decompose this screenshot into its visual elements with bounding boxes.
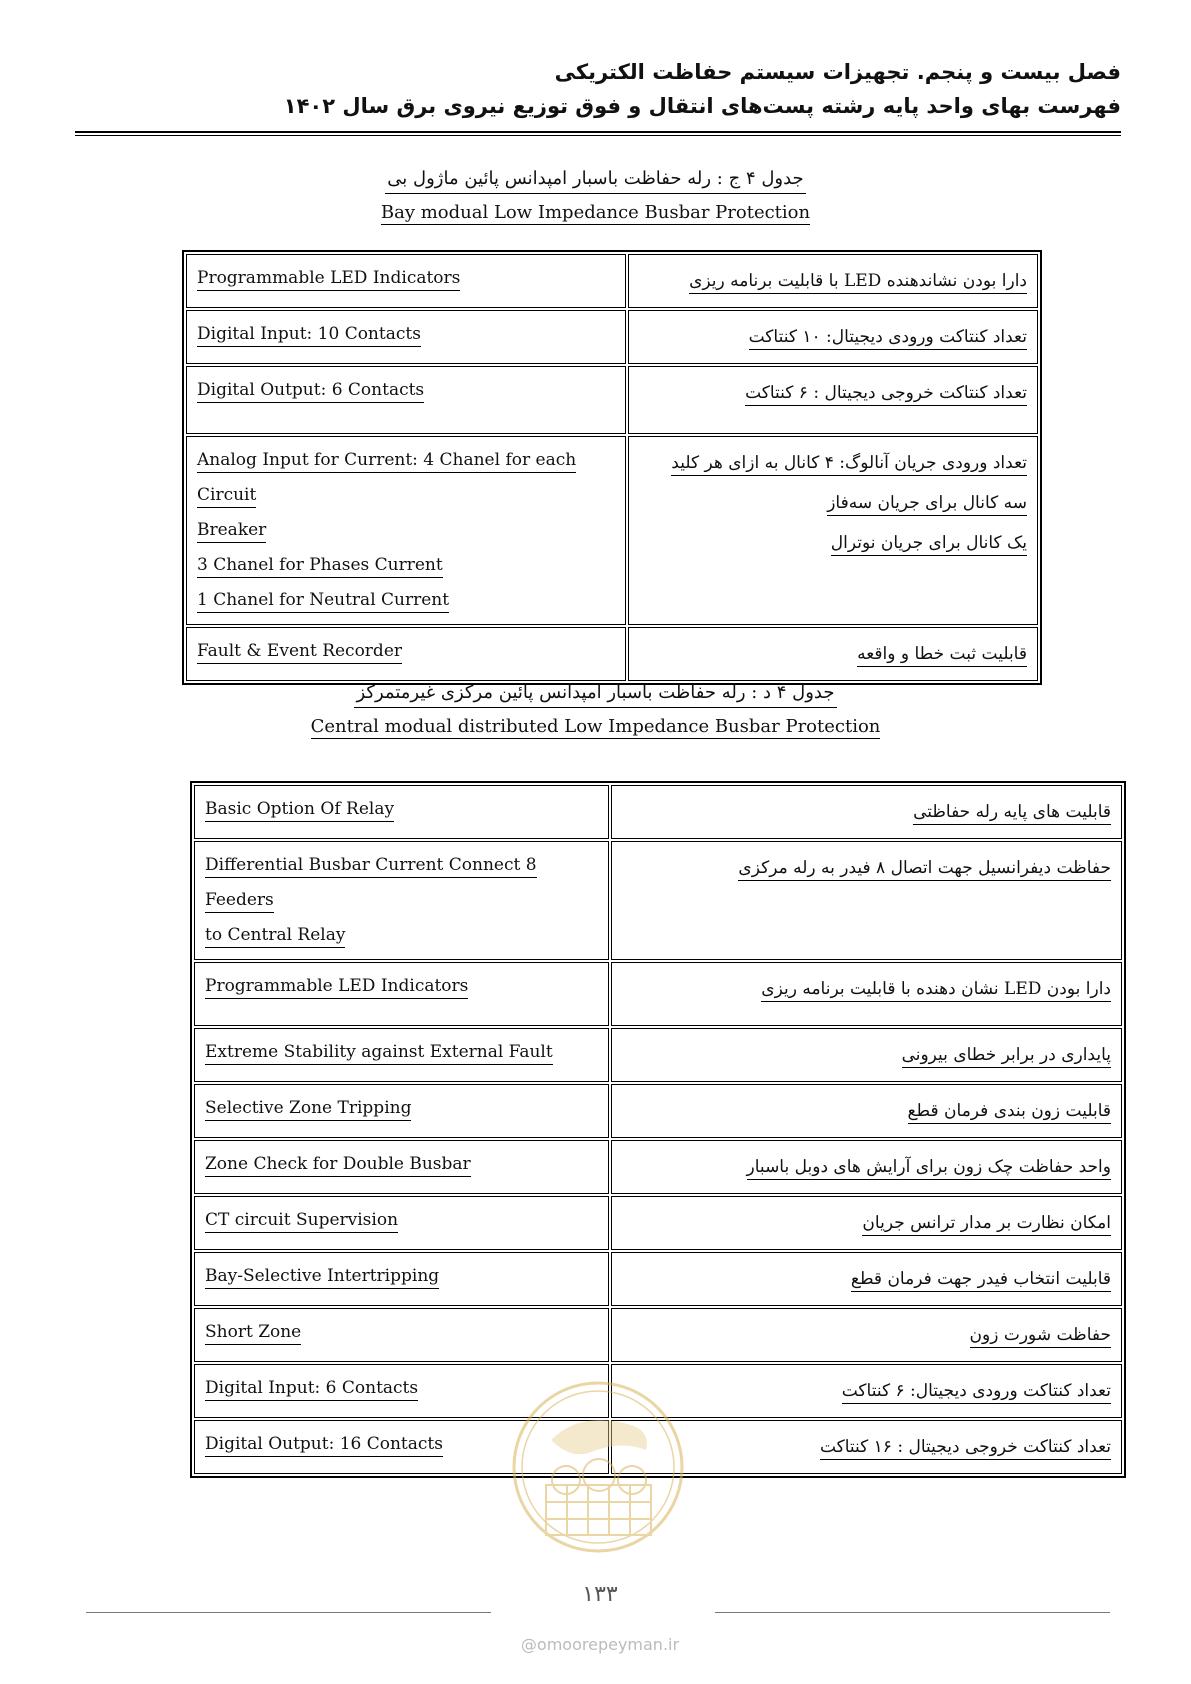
table-d-caption-fa: جدول ۴ د : رله حفاظت باسبار امپدانس پائین مرکزی غیرمتمرکز — [354, 682, 836, 708]
spec-text-en: Differential Busbar Current Connect 8 Feeders — [205, 855, 537, 913]
spec-text-en: Bay-Selective Intertripping — [205, 1266, 439, 1289]
omoorepeyman-logo-watermark — [511, 1380, 686, 1555]
spec-text-fa: امکان نظارت بر مدار ترانس جریان — [862, 1213, 1111, 1236]
table-row — [194, 785, 1122, 839]
cell-persian — [611, 1196, 1122, 1250]
spec-text-en: 3 Chanel for Phases Current — [197, 555, 443, 578]
spec-text-fa: پایداری در برابر خطای بیرونی — [902, 1045, 1111, 1068]
cell-persian — [611, 1084, 1122, 1138]
cell-persian — [611, 1028, 1122, 1082]
spec-text-en: Extreme Stability against External Fault — [205, 1042, 553, 1065]
page-header — [75, 55, 1121, 123]
cell-english — [194, 1028, 609, 1082]
table-row — [186, 627, 1038, 681]
spec-text-en: Zone Check for Double Busbar — [205, 1154, 471, 1177]
spec-text-en: Analog Input for Current: 4 Chanel for each Circuit — [197, 450, 576, 508]
table-row — [186, 254, 1038, 308]
cell-english — [194, 1196, 609, 1250]
cell-persian — [611, 1308, 1122, 1362]
table-row — [186, 436, 1038, 625]
cell-persian — [628, 254, 1038, 308]
spec-table-central-distributed — [190, 781, 1126, 1478]
spec-text-fa: دارا بودن LED نشان دهنده با قابلیت برنامه ریزی — [761, 979, 1111, 1002]
cell-persian — [628, 310, 1038, 364]
cell-english — [194, 962, 609, 1026]
cell-persian — [611, 841, 1122, 960]
cell-persian — [611, 1364, 1122, 1418]
website-watermark: @omoorepeyman.ir — [520, 1635, 680, 1654]
table-c-caption-fa: جدول ۴ ج : رله حفاظت باسبار امپدانس پائین ماژول بی — [385, 168, 805, 194]
spec-text-en: CT circuit Supervision — [205, 1210, 398, 1233]
spec-text-fa: دارا بودن نشاندهنده LED با قابلیت برنامه ریزی — [689, 271, 1027, 294]
table-row — [194, 1028, 1122, 1082]
cell-english — [186, 366, 626, 434]
spec-text-fa: سه کانال برای جریان سه‌فاز — [827, 493, 1027, 516]
cell-english — [186, 436, 626, 625]
spec-text-en: Short Zone — [205, 1322, 301, 1345]
cell-persian — [611, 785, 1122, 839]
table-row — [194, 1252, 1122, 1306]
spec-text-fa: قابلیت های پایه رله حفاظتی — [913, 802, 1111, 825]
table-row — [186, 366, 1038, 434]
chapter-title: فصل بیست و پنجم. تجهیزات سیستم حفاظت الکتریکی — [554, 60, 1121, 84]
spec-text-en: Fault & Event Recorder — [197, 641, 402, 664]
table-d-caption-en: Central modual distributed Low Impedance Busbar Protection — [310, 716, 881, 737]
spec-text-fa: تعداد کنتاکت ورودی دیجیتال: ۶ کنتاکت — [842, 1381, 1111, 1404]
spec-text-en: to Central Relay — [205, 925, 345, 948]
cell-english — [194, 1308, 609, 1362]
table-row — [194, 841, 1122, 960]
header-rule-thin — [75, 135, 1121, 136]
spec-text-fa: یک کانال برای جریان نوترال — [831, 533, 1027, 556]
spec-text-fa: تعداد کنتاکت خروجی دیجیتال : ۶ کنتاکت — [745, 383, 1027, 406]
spec-text-fa: قابلیت ثبت خطا و واقعه — [857, 644, 1027, 667]
table-row — [194, 962, 1122, 1026]
table-c-caption-en: Bay modual Low Impedance Busbar Protection — [380, 202, 811, 223]
spec-text-fa: تعداد کنتاکت خروجی دیجیتال : ۱۶ کنتاکت — [820, 1437, 1111, 1460]
cell-persian — [611, 962, 1122, 1026]
cell-english — [194, 841, 609, 960]
cell-english — [194, 1140, 609, 1194]
spec-table-bay-modular — [182, 250, 1042, 685]
spec-text-en: Digital Output: 16 Contacts — [205, 1434, 443, 1457]
spec-text-en: Digital Output: 6 Contacts — [197, 380, 424, 403]
cell-persian — [611, 1252, 1122, 1306]
table-row — [186, 310, 1038, 364]
cell-persian — [611, 1420, 1122, 1474]
spec-text-fa: تعداد ورودی جریان آنالوگ: ۴ کانال به ازای هر کلید — [671, 453, 1027, 476]
cell-persian — [628, 366, 1038, 434]
spec-table-body — [186, 254, 1038, 681]
spec-text-fa: قابلیت انتخاب فیدر جهت فرمان قطع — [851, 1269, 1111, 1292]
spec-text-en: Basic Option Of Relay — [205, 799, 394, 822]
table-row — [194, 1308, 1122, 1362]
spec-text-en: Programmable LED Indicators — [205, 976, 468, 999]
table-row — [194, 1196, 1122, 1250]
cell-english — [194, 1084, 609, 1138]
table-row — [194, 1140, 1122, 1194]
footer-rule-right — [715, 1612, 1110, 1613]
header-rule — [75, 131, 1121, 133]
cell-english — [186, 254, 626, 308]
cell-persian — [628, 627, 1038, 681]
document-title: فهرست بهای واحد پایه رشته پست‌های انتقال و فوق توزیع نیروی برق سال ۱۴۰۲ — [283, 94, 1121, 118]
cell-english — [194, 1252, 609, 1306]
table-row — [194, 1084, 1122, 1138]
page-number: ۱۳۳ — [582, 1582, 618, 1607]
cell-english — [194, 785, 609, 839]
spec-text-fa: تعداد کنتاکت ورودی دیجیتال: ۱۰ کنتاکت — [749, 327, 1027, 350]
cell-persian — [628, 436, 1038, 625]
spec-table-body — [194, 785, 1122, 1474]
cell-english — [186, 627, 626, 681]
spec-text-en: Programmable LED Indicators — [197, 268, 460, 291]
spec-text-en: 1 Chanel for Neutral Current — [197, 590, 449, 613]
spec-text-fa: حفاظت شورت زون — [970, 1325, 1111, 1348]
cell-english — [186, 310, 626, 364]
spec-text-fa: واحد حفاظت چک زون برای آرایش های دوبل باسبار — [747, 1157, 1111, 1180]
spec-text-fa: قابلیت زون بندی فرمان قطع — [908, 1101, 1112, 1124]
footer-rule-left — [86, 1612, 491, 1613]
cell-persian — [611, 1140, 1122, 1194]
spec-text-en: Selective Zone Tripping — [205, 1098, 411, 1121]
spec-text-en: Digital Input: 10 Contacts — [197, 324, 421, 347]
spec-text-fa: حفاظت دیفرانسیل جهت اتصال ۸ فیدر به رله مرکزی — [738, 858, 1111, 881]
spec-text-en: Digital Input: 6 Contacts — [205, 1378, 418, 1401]
spec-text-en: Breaker — [197, 520, 266, 543]
table-c-caption — [0, 168, 1191, 225]
table-d-caption — [0, 682, 1191, 739]
